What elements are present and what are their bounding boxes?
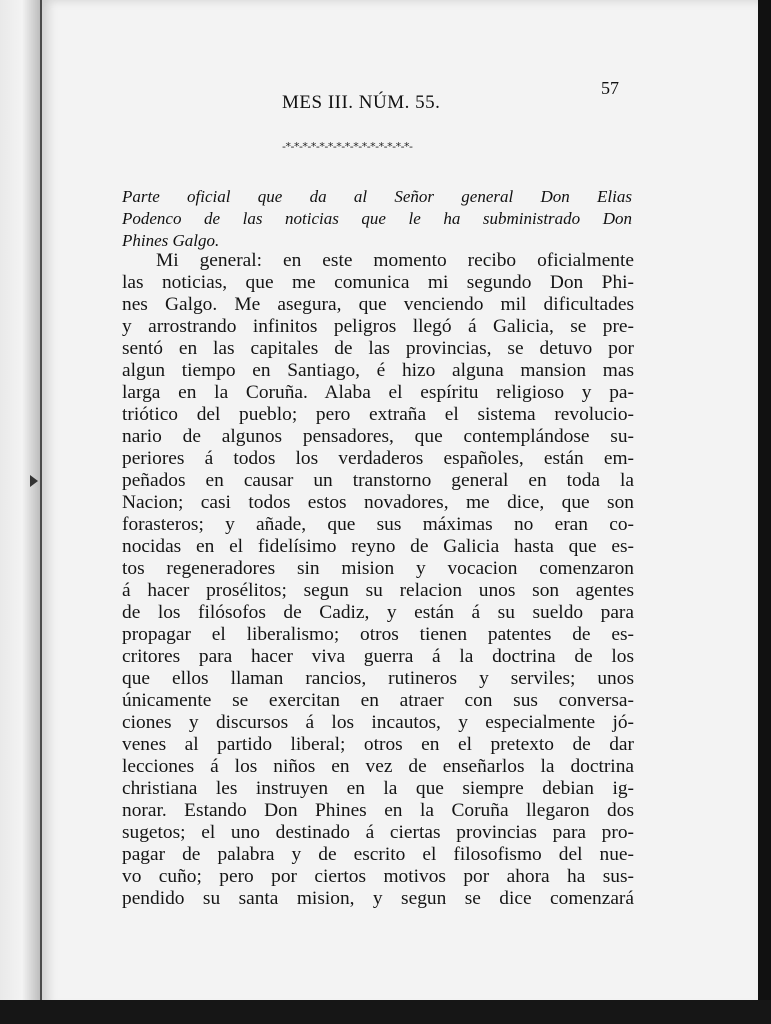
text-line: á hacer prosélitos; segun su relacion unos son agentes: [122, 580, 634, 601]
title-line: Podenco de las noticias que le ha subministrado Don: [122, 209, 632, 228]
running-head: MES III. NÚM. 55.: [282, 92, 441, 113]
section-title: [122, 186, 632, 252]
text-line: Nacion; casi todos estos novadores, me dice, que son: [122, 492, 634, 513]
text-line: sugetos; el uno destinado á ciertas provincias para pro-: [122, 822, 634, 843]
text-line: critores para hacer viva guerra á la doctrina de los: [122, 646, 634, 667]
text-line: triótico del pueblo; pero extraña el sistema revolucio-: [122, 404, 634, 425]
text-line: larga en la Coruña. Alaba el espíritu religioso y pa-: [122, 382, 634, 403]
text-line: nario de algunos pensadores, que contemplándose su-: [122, 426, 634, 447]
text-line: nes Galgo. Me asegura, que venciendo mil dificultades: [122, 294, 634, 315]
page-number: 57: [601, 78, 619, 98]
text-line: y arrostrando infinitos peligros llegó á Galicia, se pre-: [122, 316, 634, 337]
text-line: christiana les instruyen en la que siempre debian ig-: [122, 778, 634, 799]
text-line: únicamente se exercitan en atraer con sus conversa-: [122, 690, 634, 711]
text-line: peñados en causar un transtorno general en toda la: [122, 470, 634, 491]
body-text: [122, 250, 634, 910]
text-line: periores á todos los verdaderos españoles, están em-: [122, 448, 634, 469]
text-line: las noticias, que me comunica mi segundo Don Phi-: [122, 272, 634, 293]
text-line: pagar de palabra y de escrito el filosofismo del nue-: [122, 844, 634, 865]
text-line: forasteros; y añade, que sus máximas no eran co-: [122, 514, 634, 535]
decorative-rule: -*-*-*-*-*-*-*-*-*-*-*-*-*-*-*-: [282, 140, 413, 153]
text-line: algun tiempo en Santiago, é hizo alguna mansion mas: [122, 360, 634, 381]
right-dark-border: [758, 0, 771, 1024]
text-line: nocidas en el fidelísimo reyno de Galicia hasta que es-: [122, 536, 634, 557]
text-line: de los filósofos de Cadiz, y están á su sueldo para: [122, 602, 634, 623]
text-line: vo cuño; pero por ciertos motivos por ahora ha sus-: [122, 866, 634, 887]
text-line: Mi general: en este momento recibo oficialmente: [156, 250, 634, 271]
text-line: ciones y discursos á los incautos, y especialmente jó-: [122, 712, 634, 733]
text-line: norar. Estando Don Phines en la Coruña llegaron dos: [122, 800, 634, 821]
text-line: lecciones á los niños en vez de enseñarlos la doctrina: [122, 756, 634, 777]
title-line: Parte oficial que da al Señor general Don Elias: [122, 187, 632, 206]
text-line: venes al partido liberal; otros en el pretexto de dar: [122, 734, 634, 755]
page-edge-mark: [30, 475, 38, 487]
text-line: sentó en las capitales de las provincias, se detuvo por: [122, 338, 634, 359]
text-line: pendido su santa mision, y segun se dice comenzará: [122, 888, 634, 909]
left-page-edge: [0, 0, 42, 1000]
text-line: que ellos llaman rancios, rutineros y serviles; unos: [122, 668, 634, 689]
bottom-dark-border: [0, 1000, 771, 1024]
text-line: propagar el liberalismo; otros tienen patentes de es-: [122, 624, 634, 645]
title-line: Phines Galgo.: [122, 231, 220, 250]
text-line: tos regeneradores sin mision y vocacion comenzaron: [122, 558, 634, 579]
